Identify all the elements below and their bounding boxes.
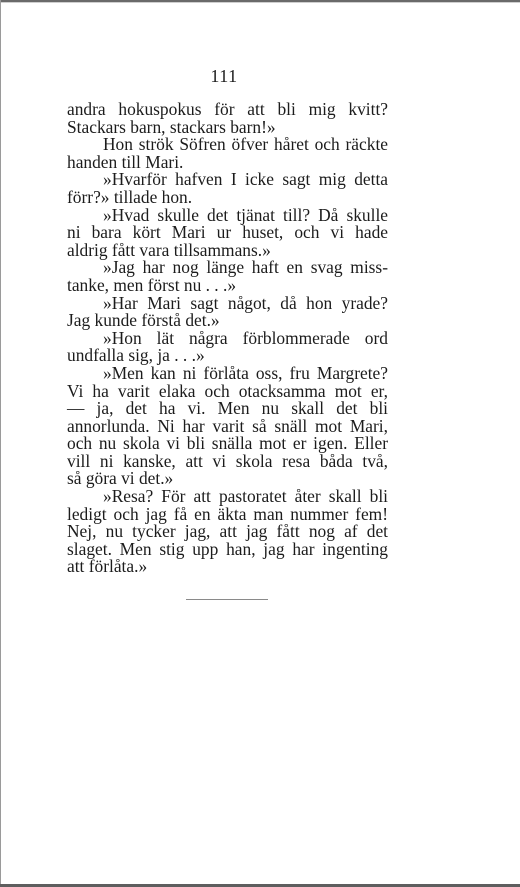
text-line: Stackars barn, stackars barn!» <box>67 116 276 137</box>
text-line: »Jag har nog länge haft en svag miss- <box>103 257 388 278</box>
page-number: 111 <box>210 66 238 86</box>
text-line: Vi ha varit elaka och otacksamma mot er, <box>67 380 388 401</box>
text-line: handen till Mari. <box>67 151 184 172</box>
text-line: ni bara kört Mari ur huset, och vi hade <box>67 222 388 243</box>
page-left-edge <box>0 0 1 887</box>
text-line: annorlunda. Ni har varit så snäll mot Mari, <box>67 415 388 436</box>
body-text <box>67 101 388 576</box>
text-line: aldrig fått vara tillsammans.» <box>67 239 271 260</box>
text-line: »Hvarför hafven I icke sagt mig detta <box>103 169 388 190</box>
text-line: tanke, men först nu . . .» <box>67 274 237 295</box>
text-line: och nu skola vi bli snälla mot er igen. Eller <box>67 433 388 454</box>
text-line: Jag kunde förstå det.» <box>67 310 220 331</box>
text-line: — ja, det ha vi. Men nu skall det bli <box>67 398 388 419</box>
text-line: så göra vi det.» <box>67 468 174 489</box>
end-of-chapter-rule <box>186 599 268 600</box>
text-line: »Men kan ni förlåta oss, fru Margrete? <box>103 362 388 383</box>
text-line: »Har Mari sagt något, då hon yrade? <box>103 292 388 313</box>
text-line: att förlåta.» <box>67 556 148 577</box>
text-line: Nej, nu tycker jag, att jag fått nog af det <box>67 521 388 542</box>
text-line: »Hon lät några förblommerade ord <box>103 327 388 348</box>
text-line: vill ni kanske, att vi skola resa båda två, <box>67 450 388 471</box>
text-line: Hon strök Söfren öfver håret och räckte <box>103 134 388 155</box>
text-line: »Resa? För att pastoratet åter skall bli <box>103 486 388 507</box>
page-top-edge-shadow <box>0 2 520 3</box>
text-line: ledigt och jag få en äkta man nummer fem! <box>67 503 388 524</box>
text-line: »Hvad skulle det tjänat till? Då skulle <box>103 204 388 225</box>
text-line: förr?» tillade hon. <box>67 186 193 207</box>
text-line: slaget. Men stig upp han, jag har ingenting <box>67 538 388 559</box>
text-line: andra hokuspokus för att bli mig kvitt? <box>67 99 388 119</box>
text-line: undfalla sig, ja . . .» <box>67 345 205 366</box>
